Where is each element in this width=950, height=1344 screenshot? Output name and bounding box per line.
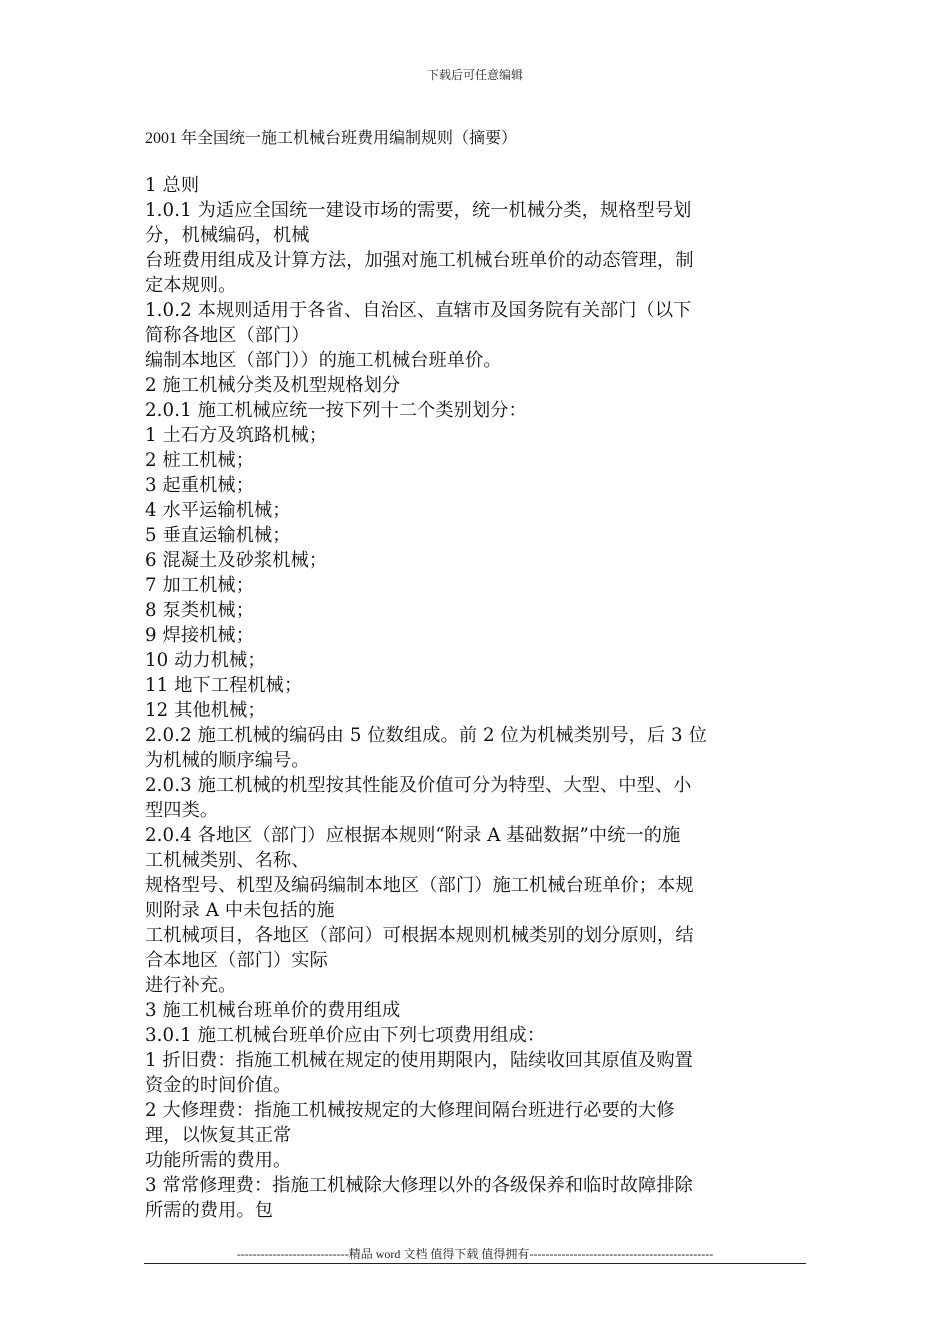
document-line: 型四类。 [145,800,219,821]
document-line: 功能所需的费用。 [145,1150,292,1171]
document-line: 工机械项目，各地区（部问）可根据本规则机械类别的划分原则，结 [145,925,694,946]
document-line: 分，机械编码，机械 [145,225,310,246]
document-line: 2 大修理费：指施工机械按规定的大修理间隔台班进行必要的大修 [145,1100,675,1121]
document-line: 3 常常修理费：指施工机械除大修理以外的各级保养和临时故障排除 [145,1175,693,1196]
page-header: 下载后可任意编辑 [426,68,523,82]
document-line: 7 加工机械； [145,575,254,596]
document-line: 为机械的顺序编号。 [145,750,310,771]
document-line: 2.0.2 施工机械的编码由 5 位数组成。前 2 位为机械类别号，后 3 位 [145,725,707,746]
document-line: 简称各地区（部门） [145,325,310,346]
document-line: 4 水平运输机械； [145,500,291,521]
document-line: 定本规则。 [145,275,237,296]
document-line: 所需的费用。包 [145,1200,274,1221]
document-line: 合本地区（部门）实际 [145,950,328,971]
document-line: 11 地下工程机械； [145,675,303,696]
document-line: 9 焊接机械； [145,625,254,646]
document-line: 3.0.1 施工机械台班单价应由下列七项费用组成： [145,1025,546,1046]
document-line: 则附录 A 中未包括的施 [145,900,335,921]
document-line: 工机械类别、名称、 [145,850,310,871]
document-line: 1 折旧费：指施工机械在规定的使用期限内，陆续收回其原值及购置 [145,1050,693,1071]
document-line: 1 总则 [145,175,200,196]
document-body [145,173,805,1223]
document-line: 规格型号、机型及编码编制本地区（部门）施工机械台班单价；本规 [145,875,694,896]
document-line: 理，以恢复其正常 [145,1125,292,1146]
document-line: 资金的时间价值。 [145,1075,292,1096]
document-line: 2.0.1 施工机械应统一按下列十二个类别划分： [145,400,527,421]
document-line: 6 混凝土及砂浆机械； [145,550,328,571]
document-line: 10 动力机械； [145,650,266,671]
document-line: 3 起重机械； [145,475,254,496]
document-line: 1.0.2 本规则适用于各省、自治区、直辖市及国务院有关部门（以下 [145,300,692,321]
document-line: 1 土石方及筑路机械； [145,425,328,446]
document-line: 2 桩工机械； [145,450,254,471]
document-line: 2 施工机械分类及机型规格划分 [145,375,401,396]
document-line: 编制本地区（部门））的施工机械台班单价。 [145,350,502,371]
document-title: 2001 年全国统一施工机械台班费用编制规则（摘要） [145,130,518,147]
document-line: 台班费用组成及计算方法，加强对施工机械台班单价的动态管理，制 [145,250,694,271]
document-line: 1.0.1 为适应全国统一建设市场的需要，统一机械分类，规格型号划 [145,200,692,221]
document-line: 8 泵类机械； [145,600,254,621]
document-line: 5 垂直运输机械； [145,525,291,546]
page-footer: ----------------------------精品 word 文档 值得下载 值得拥有---------------------------------------------- [236,1247,714,1261]
document-line: 3 施工机械台班单价的费用组成 [145,1000,401,1021]
document-line: 12 其他机械； [145,700,266,721]
document-line: 2.0.3 施工机械的机型按其性能及价值可分为特型、大型、中型、小 [145,775,692,796]
document-line: 2.0.4 各地区（部门）应根据本规则“附录 A 基础数据”中统一的施 [145,825,681,846]
footer-divider [144,1263,806,1264]
document-line: 进行补充。 [145,975,237,996]
